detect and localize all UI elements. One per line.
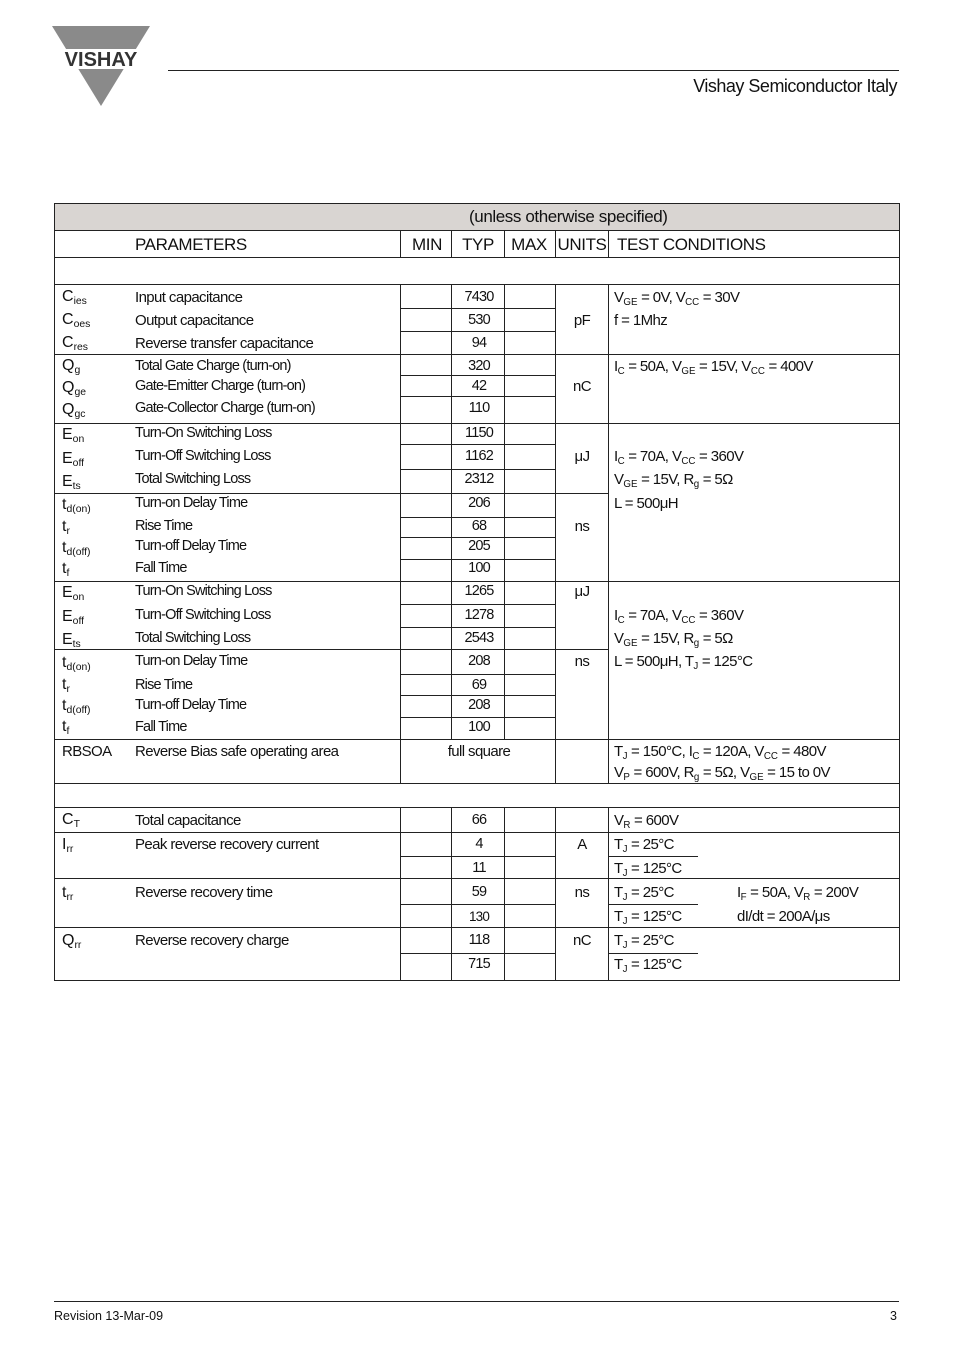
typ-value: 118: [468, 932, 490, 948]
typ-value: 2312: [464, 471, 494, 487]
param-symbol: $E_{on}$: [62, 584, 85, 604]
param-symbol: $t_{d(off)}$: [62, 539, 91, 559]
param-description: Reverse recovery charge: [135, 932, 289, 949]
param-symbol: $E_{ts}$: [62, 631, 81, 651]
typ-value: 11: [472, 860, 486, 876]
typ-value: 206: [468, 495, 490, 511]
logo-text: VISHAY: [64, 49, 138, 71]
typ-value: 59: [471, 884, 487, 900]
param-description: Turn-Off Switching Loss: [135, 607, 271, 623]
company-name: Vishay Semiconductor Italy: [693, 76, 897, 96]
test-condition: L = 500μH: [614, 495, 678, 512]
units-value: ns: [574, 518, 590, 535]
col-min: MIN: [412, 235, 442, 254]
rbsoa-value: full square: [447, 743, 511, 760]
typ-value: 2543: [464, 630, 494, 646]
revision-date: Revision 13-Mar-09: [54, 1309, 164, 1323]
typ-value: 110: [468, 400, 490, 416]
col-units: UNITS: [557, 235, 607, 254]
param-description: Gate-Emitter Charge (turn-on): [135, 378, 306, 394]
param-description: Turn-on Delay Time: [135, 653, 248, 669]
param-description: Total Switching Loss: [135, 630, 251, 646]
page-number: 3: [890, 1309, 897, 1323]
param-symbol: $Q_{ge}$: [62, 379, 87, 399]
test-condition: $T_J = 25^\circ C$: [614, 836, 674, 855]
col-conditions: TEST CONDITIONS: [617, 235, 766, 254]
param-symbol: $C_{res}$: [62, 334, 88, 354]
param-description: Turn-Off Switching Loss: [135, 448, 271, 464]
param-symbol: $E_{ts}$: [62, 473, 81, 493]
param-symbol: $C_{oes}$: [62, 311, 91, 331]
param-description: Fall Time: [135, 719, 187, 735]
test-condition: $I_C = 70A$, $V_{CC} = 360V$: [614, 448, 744, 467]
param-symbol: $Q_{gc}$: [62, 401, 86, 421]
test-condition: $T_J = 25^\circ C$: [614, 884, 674, 903]
param-symbol: $t_{rr}$: [62, 884, 74, 904]
units-value: μJ: [574, 448, 590, 465]
typ-value: 715: [468, 956, 490, 972]
param-symbol: $C_{ies}$: [62, 288, 87, 308]
typ-value: 130: [468, 909, 490, 924]
param-symbol: $C_T$: [62, 811, 80, 831]
param-symbol: $t_{d(off)}$: [62, 697, 91, 717]
shared-condition: $I_F = 50A$, $V_R = 200V$: [737, 884, 859, 903]
param-description: Peak reverse recovery current: [135, 836, 319, 853]
header-rule: [168, 70, 899, 71]
col-max: MAX: [511, 235, 547, 254]
units-value: A: [577, 836, 587, 853]
typ-value: 320: [468, 358, 490, 374]
typ-value: 100: [468, 560, 490, 576]
param-symbol: $t_{d(on)}$: [62, 654, 91, 674]
param-description: Fall Time: [135, 560, 187, 576]
test-condition: $I_C = 70A$, $V_{CC} = 360V$: [614, 607, 744, 626]
param-symbol: $t_r$: [62, 518, 70, 538]
test-condition: $T_J = 25^\circ C$: [614, 932, 674, 951]
param-symbol: $t_f$: [62, 718, 70, 738]
test-condition: L = 500μH, $T_J = 125^\circ C$: [614, 653, 753, 672]
test-condition: $V_R = 600V$: [614, 812, 679, 831]
spec-table: [54, 203, 900, 981]
param-description: Rise Time: [135, 677, 193, 693]
typ-value: 208: [468, 697, 490, 713]
col-typ: TYP: [462, 235, 494, 254]
typ-value: 1150: [465, 425, 493, 441]
param-description: Total capacitance: [135, 812, 241, 829]
units-value: nC: [573, 932, 591, 949]
test-condition: $V_{GE} = 0V$, $V_{CC} = 30V$: [614, 289, 740, 308]
param-symbol: $E_{off}$: [62, 450, 85, 470]
banner-text: (unless otherwise specified): [469, 207, 668, 226]
param-description: Turn-off Delay Time: [135, 538, 247, 554]
test-condition: $T_J = 150^\circ C$, $I_C = 120A$, $V_{CC} = 480V$: [614, 743, 826, 762]
param-symbol: $E_{off}$: [62, 608, 85, 628]
test-condition: $V_P = 600V$, $R_g = 5\Omega$, $V_{GE} = 15$ to 0V: [614, 764, 830, 783]
typ-value: 68: [471, 518, 487, 534]
test-condition: $V_{GE} = 15V$, $R_g = 5\Omega$: [614, 630, 733, 649]
param-symbol: $t_f$: [62, 560, 70, 580]
param-symbol: $E_{on}$: [62, 426, 85, 446]
param-description: Turn-on Delay Time: [135, 495, 248, 511]
typ-value: 66: [471, 812, 487, 828]
param-description: Turn-On Switching Loss: [135, 583, 272, 599]
units-value: ns: [574, 884, 590, 901]
typ-value: 1162: [465, 448, 493, 464]
units-value: μJ: [574, 583, 590, 600]
typ-value: 1278: [464, 607, 494, 623]
param-description: Output capacitance: [135, 312, 254, 329]
param-description: Turn-On Switching Loss: [135, 425, 272, 441]
param-symbol: $Q_g$: [62, 357, 81, 377]
test-condition: $T_J = 125^\circ C$: [614, 956, 682, 975]
param-description: Turn-off Delay Time: [135, 697, 247, 713]
typ-value: 69: [471, 677, 487, 693]
param-symbol: RBSOA: [62, 743, 112, 760]
param-symbol: $I_{rr}$: [62, 836, 74, 856]
typ-value: 205: [468, 538, 490, 554]
test-condition: $T_J = 125^\circ C$: [614, 860, 682, 879]
units-value: nC: [573, 378, 591, 395]
typ-value: 42: [471, 378, 487, 394]
param-description: Rise Time: [135, 518, 193, 534]
param-description: Total Gate Charge (turn-on): [135, 358, 291, 374]
footer-rule: [54, 1301, 899, 1302]
units-value: ns: [574, 653, 590, 670]
param-description: Reverse recovery time: [135, 884, 273, 901]
units-value: pF: [573, 312, 591, 329]
param-description: Total Switching Loss: [135, 471, 251, 487]
typ-value: 94: [471, 335, 487, 351]
vishay-logo: [52, 26, 150, 108]
param-symbol: $t_{d(on)}$: [62, 496, 91, 516]
typ-value: 7430: [464, 289, 494, 305]
typ-value: 208: [468, 653, 490, 669]
shared-condition: dI/dt = 200A/μs: [737, 908, 830, 925]
param-symbol: $t_r$: [62, 676, 70, 696]
typ-value: 4: [475, 836, 483, 852]
test-condition: $T_J = 125^\circ C$: [614, 908, 682, 927]
param-description: Reverse transfer capacitance: [135, 335, 314, 352]
param-description: Input capacitance: [135, 289, 243, 306]
param-description: Gate-Collector Charge (turn-on): [135, 400, 315, 416]
col-parameters: PARAMETERS: [135, 235, 247, 254]
typ-value: 1265: [464, 583, 494, 599]
typ-value: 530: [468, 312, 490, 328]
typ-value: 100: [468, 719, 490, 735]
param-description: Reverse Bias safe operating area: [135, 743, 339, 760]
param-symbol: $Q_{rr}$: [62, 932, 82, 952]
test-condition: $V_{GE} = 15V$, $R_g = 5\Omega$: [614, 471, 733, 490]
test-condition: $I_C = 50A$, $V_{GE} = 15V$, $V_{CC} = 400V$: [614, 358, 813, 377]
test-condition: f = 1Mhz: [614, 312, 668, 329]
